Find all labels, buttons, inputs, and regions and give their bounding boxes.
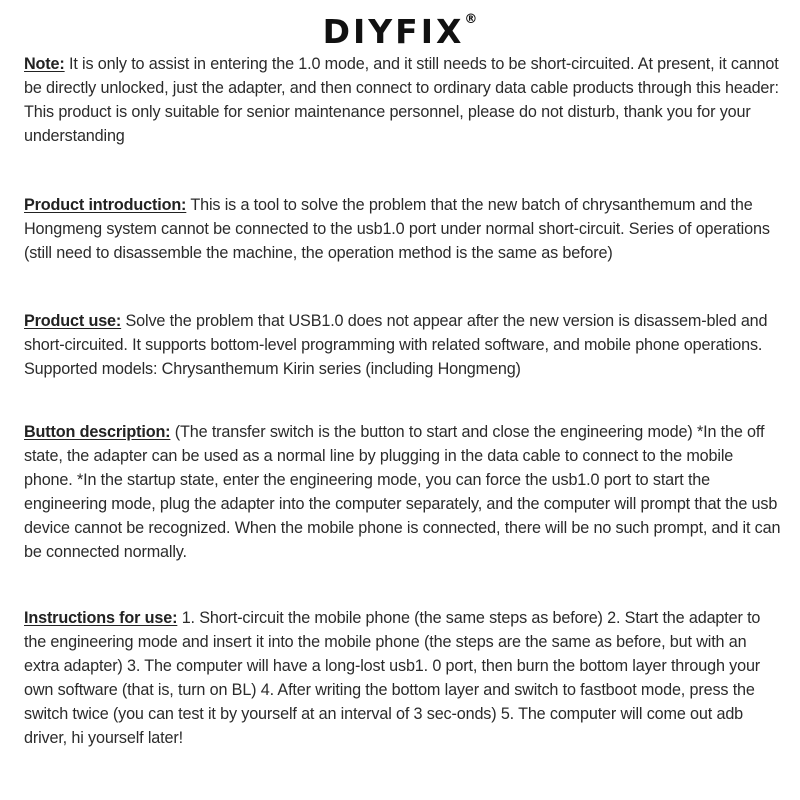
instructions-heading: Instructions for use:	[24, 609, 178, 627]
product-use-section	[24, 309, 782, 381]
button-description-body: (The transfer switch is the button to start and close the engineering mode) *In the off state, the adapter can be used as a normal line by plugging in the data cable to connect to the mobile phone. *In the startup state, enter the engineering mode, you can force the usb1.0 port to start the engineering mode, plug the adapter into the computer separately, and the computer will prompt that the usb device cannot be recognized. When the mobile phone is connected, there will be no such prompt, and it can be connected normally.	[24, 423, 781, 561]
note-section	[24, 52, 782, 148]
product-use-heading: Product use:	[24, 312, 122, 330]
note-body: It is only to assist in entering the 1.0 mode, and it still needs to be short-circuited. At present, it cannot be directly unlocked, just the adapter, and then connect to ordinary data cable products through this header: This product is only suitable for senior maintenance personnel, please do not disturb, thank you for your understanding	[24, 55, 779, 145]
brand-logo	[0, 8, 800, 52]
product-use-body: Solve the problem that USB1.0 does not appear after the new version is disassem-bled and short-circuited. It supports bottom-level programming with related software, and mobile phone operations. Supported models: Chrysanthemum Kirin series (including Hongmeng)	[24, 312, 768, 378]
instructions-body: 1. Short-circuit the mobile phone (the same steps as before) 2. Start the adapter to the engineering mode and insert it into the mobile phone (the steps are the same as before, but with an extra adapter) 3. The computer will have a long-lost usb1. 0 port, then burn the bottom layer through your own software (that is, turn on BL) 4. After writing the bottom layer and switch to fastboot mode, press the switch twice (you can test it by yourself at an interval of 3 sec-onds) 5. The computer will come out adb driver, hi yourself later!	[24, 609, 761, 747]
note-heading: Note:	[24, 55, 65, 73]
registered-mark: ®	[464, 12, 478, 27]
product-introduction-section	[24, 193, 782, 265]
brand-logo-text: DIYFIX	[322, 12, 465, 51]
button-description-heading: Button description:	[24, 423, 171, 441]
instructions-section	[24, 606, 782, 750]
product-introduction-body: This is a tool to solve the problem that the new batch of chrysanthemum and the Hongmeng system cannot be connected to the usb1.0 port under normal short-circuit. Series of operations (still need to disassemble the machine, the operation method is the same as before)	[24, 196, 770, 262]
button-description-section	[24, 420, 782, 564]
product-introduction-heading: Product introduction:	[24, 196, 187, 214]
